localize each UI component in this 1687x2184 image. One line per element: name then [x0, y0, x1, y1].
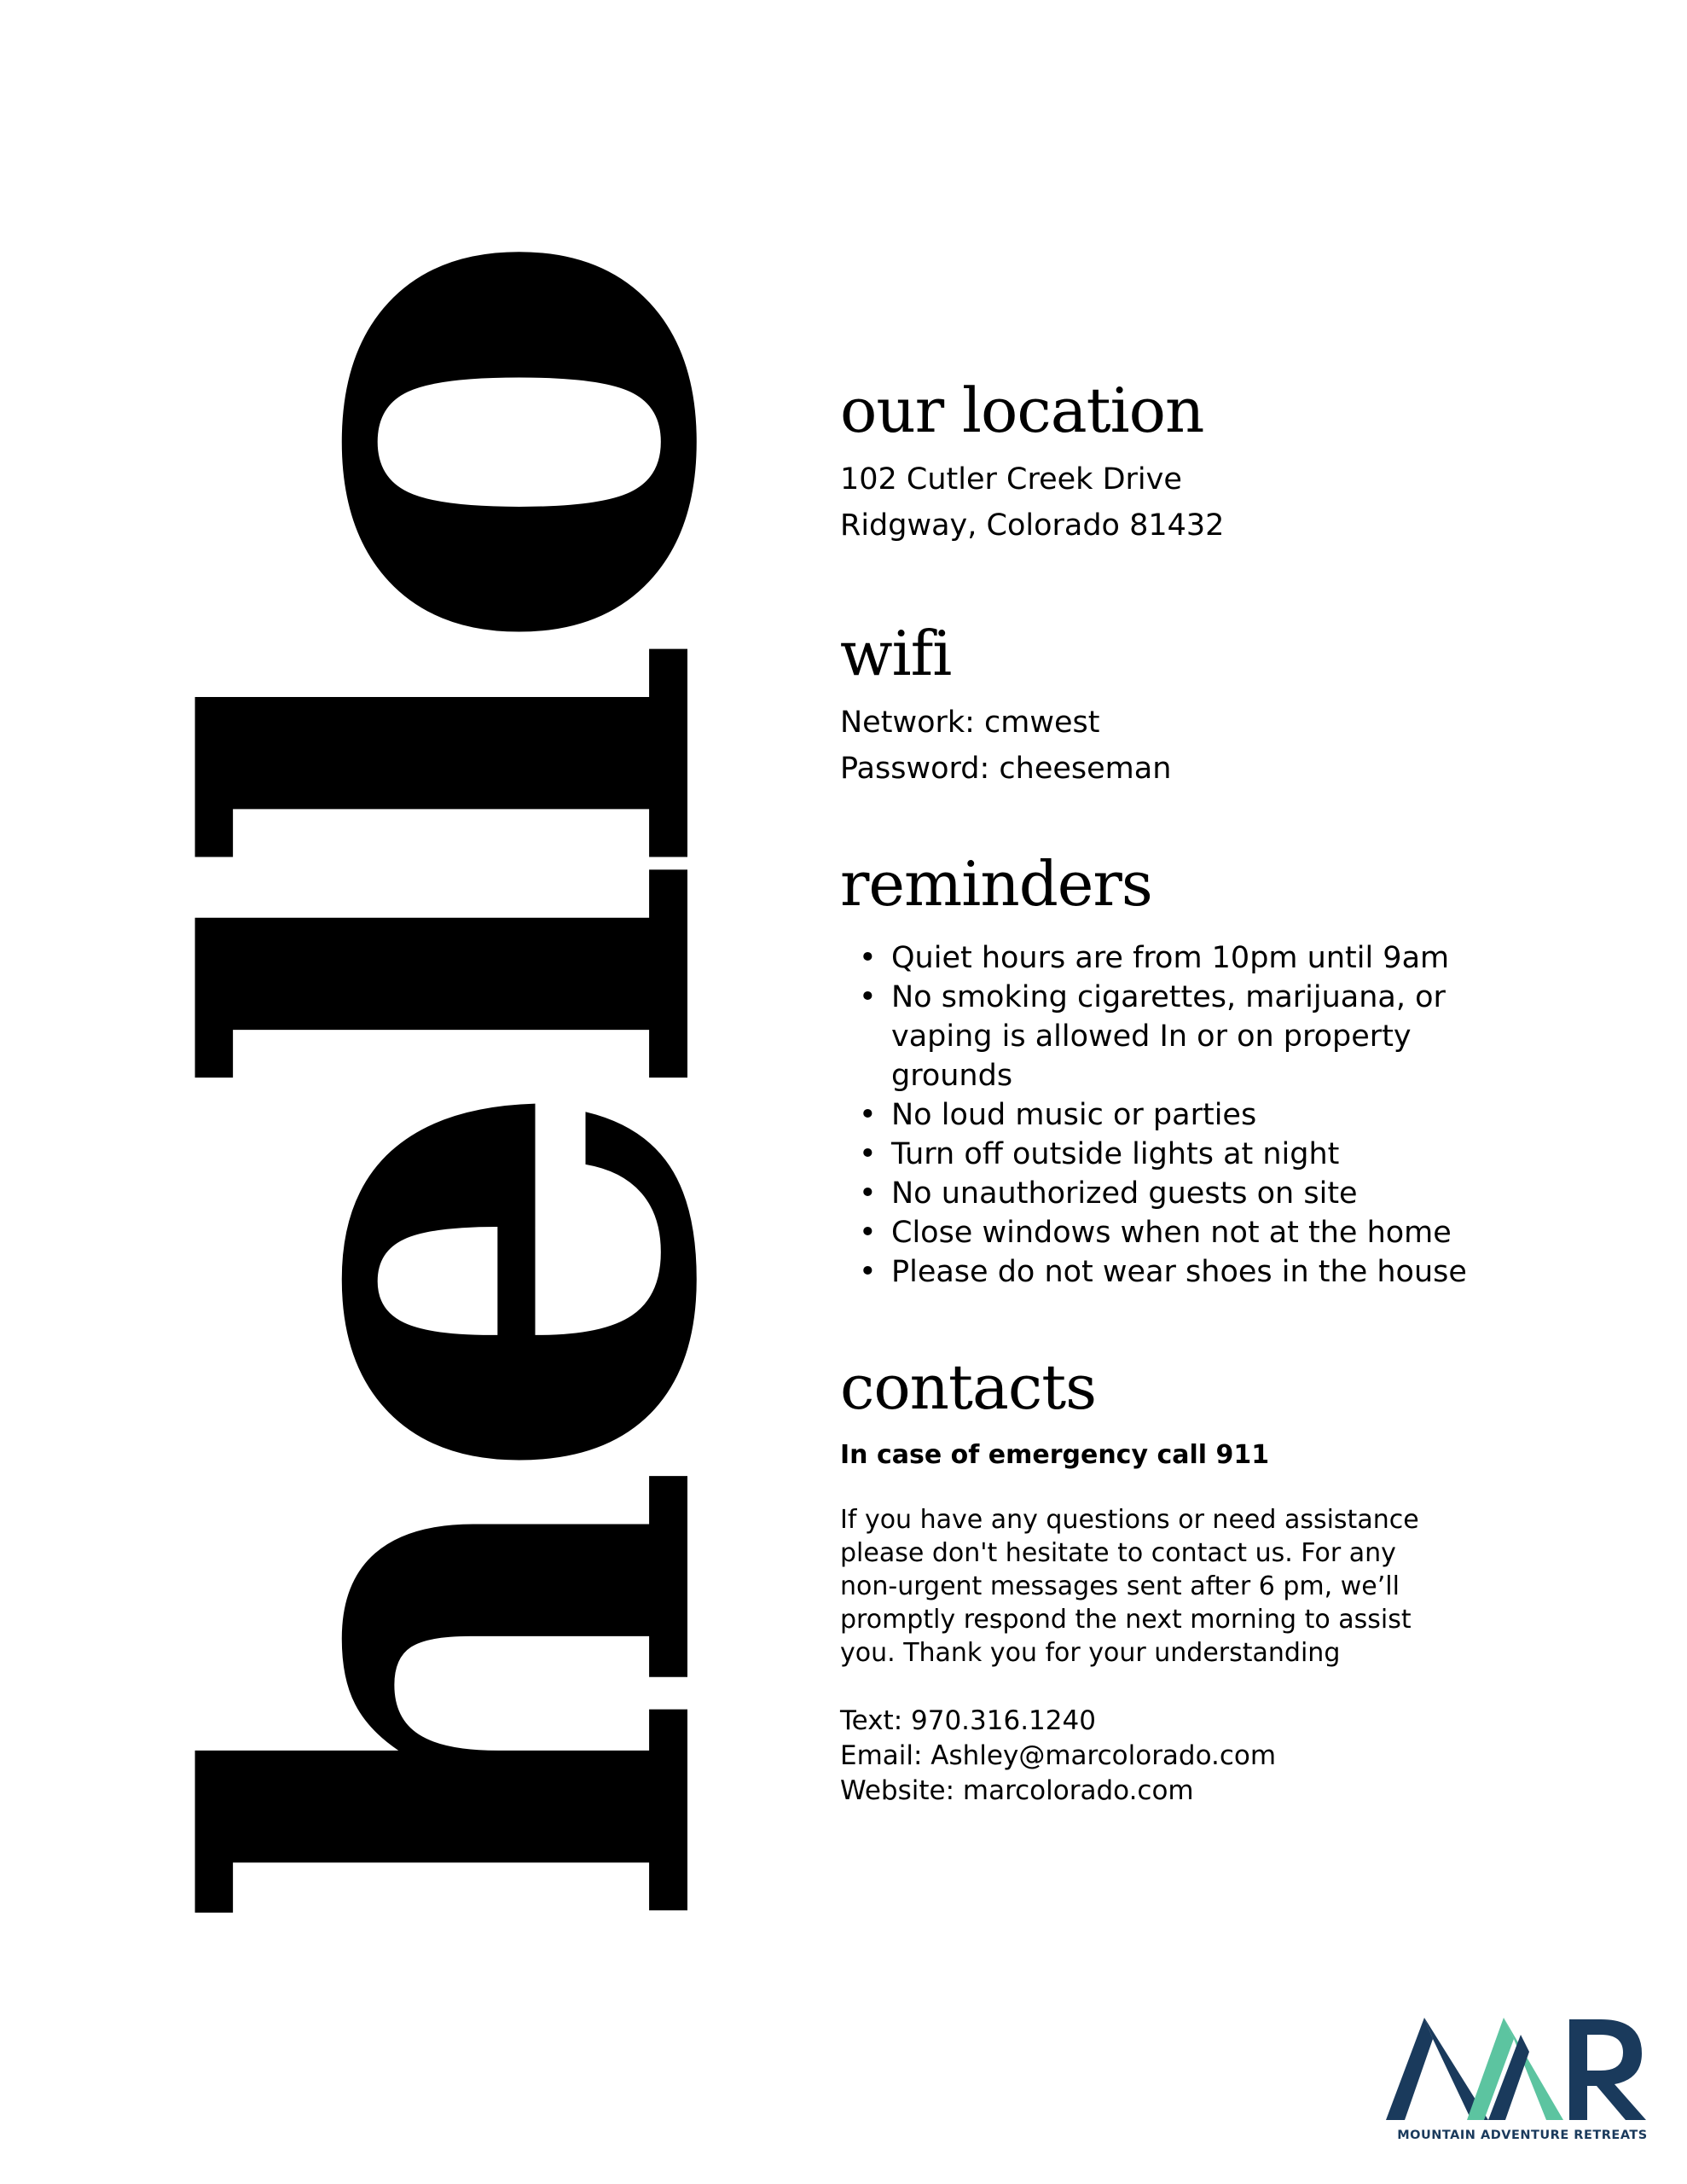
wifi-heading: wifi [840, 618, 952, 689]
bullet-icon: • [859, 1097, 877, 1132]
list-item [859, 1252, 1539, 1292]
list-item [859, 938, 1539, 978]
reminder-text: Close windows when not at the home [891, 1215, 1452, 1250]
reminders-section [840, 849, 1539, 1292]
contact-website: Website: marcolorado.com [840, 1774, 1194, 1806]
reminder-text: Quiet hours are from 10pm until 9am [891, 940, 1450, 975]
contact-email: Email: Ashley@marcolorado.com [840, 1740, 1277, 1771]
bullet-icon: • [859, 1136, 877, 1171]
list-item [859, 1213, 1539, 1252]
reminder-text: No smoking cigarettes, marijuana, or vaping is allowed In or on property grounds [891, 979, 1446, 1093]
bullet-icon: • [859, 940, 877, 975]
reminder-text: Please do not wear shoes in the house [891, 1254, 1467, 1289]
contact-details [840, 1704, 1539, 1809]
hello-decoration [79, 251, 841, 1933]
list-item [859, 1135, 1539, 1174]
list-item [859, 978, 1539, 1095]
logo-tagline: MOUNTAIN ADVENTURE RETREATS [1397, 2129, 1648, 2142]
bullet-icon: • [859, 1254, 877, 1289]
contacts-heading: contacts [840, 1351, 1097, 1423]
bullet-icon: • [859, 979, 877, 1014]
address-line-2: Ridgway, Colorado 81432 [840, 508, 1225, 543]
reminders-heading: reminders [840, 848, 1152, 920]
bullet-icon: • [859, 1176, 877, 1211]
list-item [859, 1174, 1539, 1213]
address-line-1: 102 Cutler Creek Drive [840, 462, 1182, 497]
location-heading: our location [840, 375, 1204, 446]
wifi-password: Password: cheeseman [840, 751, 1172, 786]
reminder-text: No unauthorized guests on site [891, 1176, 1358, 1211]
contact-paragraph: If you have any questions or need assistance please don't hesitate to contact us. For any non-urgent messages sent after 6 pm, we’ll promptly respond the next morning to assist you. Thank you for your understanding [840, 1504, 1419, 1668]
reminder-text: Turn off outside lights at night [891, 1136, 1340, 1171]
reminders-list [840, 938, 1539, 1292]
emergency-notice: In case of emergency call 911 [840, 1439, 1270, 1470]
mar-logo [1386, 2001, 1659, 2154]
wifi-network: Network: cmwest [840, 705, 1100, 740]
address-block [840, 456, 1224, 549]
bullet-icon: • [859, 1215, 877, 1250]
contact-text-number: Text: 970.316.1240 [840, 1705, 1096, 1736]
mar-logo-mark [1386, 2001, 1659, 2129]
hello-word: hello [79, 251, 841, 1933]
location-section [840, 375, 1224, 549]
contacts-section [840, 1352, 1539, 1809]
reminder-text: No loud music or parties [891, 1097, 1257, 1132]
list-item [859, 1095, 1539, 1135]
wifi-block [840, 700, 1171, 792]
wifi-section [840, 619, 1171, 792]
